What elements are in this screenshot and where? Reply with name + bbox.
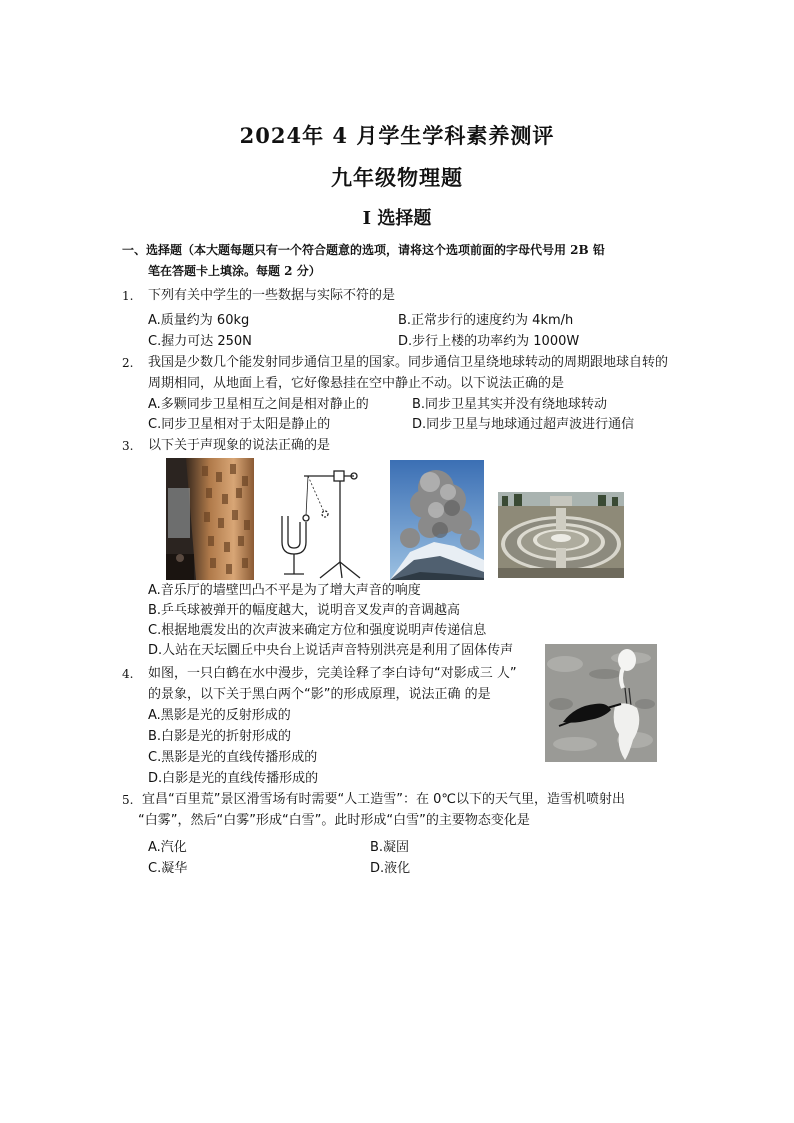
question-4-option-b: B.白影是光的折射形成的 — [148, 729, 292, 744]
exam-title: 2024年 4 月学生学科素养测评 — [239, 123, 555, 148]
circular-mound-altar-image — [498, 492, 624, 578]
question-4-option-a: A.黑影是光的反射形成的 — [148, 708, 291, 723]
question-4-option-c: C.黑影是光的直线传播形成的 — [148, 750, 318, 765]
question-3-stem: 以下关于声现象的说法正确的是 — [148, 438, 331, 453]
question-1-stem: 下列有关中学生的一些数据与实际不符的是 — [148, 288, 396, 303]
question-5-stem-2: “白雾”，然后“白雾”形成“白雪”。此时形成“白雪”的主要物态变化是 — [138, 813, 530, 828]
question-1-option-c: C.握力可达 250N — [148, 334, 252, 349]
question-5-option-a: A.汽化 — [148, 840, 187, 855]
question-5-option-d: D.液化 — [370, 861, 411, 876]
question-5-number: 5. — [122, 793, 134, 807]
instructions-line-2: 笔在答题卡上填涂。每题 2 分） — [148, 264, 321, 278]
question-2-option-b: B.同步卫星其实并没有绕地球转动 — [412, 397, 608, 412]
question-2-stem-2: 周期相同，从地面上看，它好像悬挂在空中静止不动。以下说法正确的是 — [148, 376, 565, 391]
concert-hall-wall-image — [166, 458, 254, 580]
question-3-option-c: C.根据地震发出的次声波来确定方位和强度说明声传递信息 — [148, 623, 487, 638]
question-3-option-d: D.人站在天坛圜丘中央台上说话声音特别洪亮是利用了固体传声 — [148, 643, 514, 658]
question-1-number: 1. — [122, 289, 134, 303]
question-4-stem-2: 的景象，以下关于黑白两个“影”的形成原理，说法正确 的是 — [148, 687, 491, 702]
question-1-option-d: D.步行上楼的功率约为 1000W — [398, 334, 580, 349]
volcano-eruption-image — [390, 460, 484, 580]
question-4-number: 4. — [122, 667, 134, 681]
question-4-stem-1: 如图，一只白鹤在水中漫步，完美诠释了李白诗句“对影成三 人” — [148, 666, 517, 681]
question-2-option-c: C.同步卫星相对于太阳是静止的 — [148, 417, 331, 432]
section-title: I 选择题 — [362, 208, 432, 229]
question-3-option-b: B.乒乓球被弹开的幅度越大，说明音叉发声的音调越高 — [148, 603, 461, 618]
question-1-option-a: A.质量约为 60kg — [148, 313, 250, 328]
question-2-stem-1: 我国是少数几个能发射同步通信卫星的国家。同步通信卫星绕地球转动的周期跟地球自转的 — [148, 355, 669, 370]
crane-shadow-reflection-image — [545, 644, 657, 762]
question-3-option-a: A.音乐厅的墙壁凹凸不平是为了增大声音的响度 — [148, 583, 421, 598]
exam-subtitle: 九年级物理题 — [331, 165, 463, 190]
question-1-option-b: B.正常步行的速度约为 4km/h — [398, 313, 574, 328]
question-5-stem-1: 宜昌“百里荒”景区滑雪场有时需要“人工造雪”：在 0℃以下的天气里，造雪机喷射出 — [142, 792, 625, 807]
question-4-option-d: D.白影是光的直线传播形成的 — [148, 771, 319, 786]
tuning-fork-apparatus-image — [268, 462, 362, 580]
question-2-number: 2. — [122, 356, 134, 370]
question-3-number: 3. — [122, 439, 134, 453]
instructions-line-1: 一、选择题（本大题每题只有一个符合题意的选项，请将这个选项前面的字母代号用 2B 铅 — [122, 243, 605, 257]
question-2-option-a: A.多颗同步卫星相互之间是相对静止的 — [148, 397, 369, 412]
question-5-option-c: C.凝华 — [148, 861, 188, 876]
question-2-option-d: D.同步卫星与地球通过超声波进行通信 — [412, 417, 635, 432]
question-5-option-b: B.凝固 — [370, 840, 410, 855]
